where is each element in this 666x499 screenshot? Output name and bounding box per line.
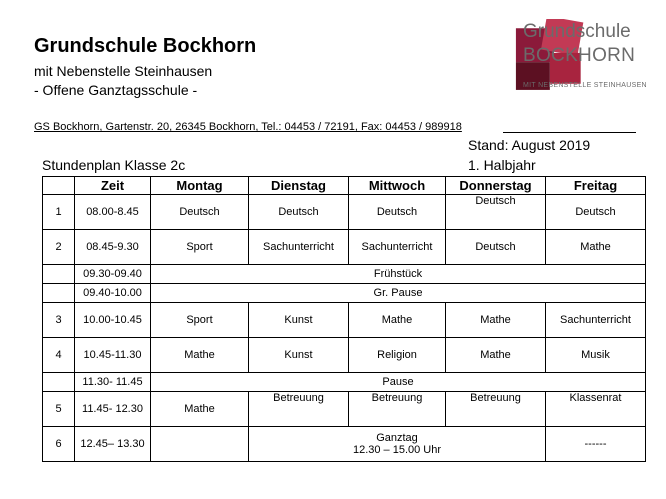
lesson-time: 10.45-11.30 <box>75 338 151 373</box>
address-line: GS Bockhorn, Gartenstr. 20, 26345 Bockhorn, Tel.: 04453 / 72191, Fax: 04453 / 989918 <box>34 121 462 133</box>
header-donnerstag: Donnerstag <box>446 177 546 195</box>
class-title: Stundenplan Klasse 2c <box>42 157 186 173</box>
lesson-cell: ------ <box>546 427 646 462</box>
lesson-cell: Sport <box>151 303 249 338</box>
logo-subtitle: MIT NEBENSTELLE STEINHAUSEN <box>523 82 647 89</box>
table-row <box>43 338 646 373</box>
lesson-number: 3 <box>43 303 75 338</box>
branch-line: mit Nebenstelle Steinhausen <box>34 63 213 79</box>
lesson-cell: Betreuung <box>249 392 349 427</box>
lesson-number <box>43 284 75 303</box>
lesson-cell: Betreuung <box>446 392 546 427</box>
header-zeit: Zeit <box>75 177 151 195</box>
header-num <box>43 177 75 195</box>
timetable <box>42 176 646 462</box>
lesson-cell: Deutsch <box>446 195 546 230</box>
lesson-number: 4 <box>43 338 75 373</box>
header-dienstag: Dienstag <box>249 177 349 195</box>
lesson-cell: Deutsch <box>349 195 446 230</box>
lesson-cell: Mathe <box>446 338 546 373</box>
semester-label: 1. Halbjahr <box>468 157 536 173</box>
lesson-cell: Mathe <box>349 303 446 338</box>
lesson-cell <box>151 427 249 462</box>
stand-date: Stand: August 2019 <box>468 137 591 153</box>
table-row <box>43 230 646 265</box>
lesson-time: 11.45- 12.30 <box>75 392 151 427</box>
lesson-cell: Deutsch <box>546 195 646 230</box>
table-row <box>43 427 646 462</box>
lesson-cell: Musik <box>546 338 646 373</box>
lesson-cell: Betreuung <box>349 392 446 427</box>
address-underline <box>503 132 636 133</box>
lesson-cell: Deutsch <box>446 230 546 265</box>
lesson-time: 11.30- 11.45 <box>75 373 151 392</box>
lesson-cell: Deutsch <box>151 195 249 230</box>
lesson-number <box>43 265 75 284</box>
lesson-cell: Deutsch <box>249 195 349 230</box>
lesson-cell: Sachunterricht <box>349 230 446 265</box>
break-cell: Frühstück <box>151 265 646 284</box>
table-row <box>43 303 646 338</box>
break-cell: Pause <box>151 373 646 392</box>
table-row <box>43 195 646 230</box>
lesson-number: 1 <box>43 195 75 230</box>
ganztag-label: Ganztag <box>376 432 418 444</box>
lesson-cell: Kunst <box>249 303 349 338</box>
table-row <box>43 392 646 427</box>
lesson-cell: Sachunterricht <box>546 303 646 338</box>
lesson-time: 10.00-10.45 <box>75 303 151 338</box>
table-row <box>43 373 646 392</box>
lesson-cell: Sport <box>151 230 249 265</box>
break-cell: Gr. Pause <box>151 284 646 303</box>
ganztag-cell <box>249 427 546 462</box>
header-montag: Montag <box>151 177 249 195</box>
logo-text-line2: BOCKHORN <box>523 45 636 66</box>
lesson-cell: Mathe <box>546 230 646 265</box>
lesson-time: 09.40-10.00 <box>75 284 151 303</box>
lesson-number <box>43 373 75 392</box>
header-mittwoch: Mittwoch <box>349 177 446 195</box>
table-row <box>43 284 646 303</box>
ganztag-time: 12.30 – 15.00 Uhr <box>352 444 442 456</box>
lesson-number: 6 <box>43 427 75 462</box>
lesson-cell: Mathe <box>151 338 249 373</box>
logo-text-line1: Grundschule <box>523 21 631 42</box>
header-freitag: Freitag <box>546 177 646 195</box>
lesson-cell: Mathe <box>446 303 546 338</box>
table-row <box>43 265 646 284</box>
lesson-cell: Sachunterricht <box>249 230 349 265</box>
lesson-time: 08.00-8.45 <box>75 195 151 230</box>
lesson-cell: Mathe <box>151 392 249 427</box>
lesson-cell: Religion <box>349 338 446 373</box>
lesson-cell: Kunst <box>249 338 349 373</box>
lesson-time: 12.45– 13.30 <box>75 427 151 462</box>
school-type-line: - Offene Ganztagsschule - <box>34 82 198 98</box>
school-name: Grundschule Bockhorn <box>34 35 257 57</box>
lesson-time: 09.30-09.40 <box>75 265 151 284</box>
lesson-number: 2 <box>43 230 75 265</box>
lesson-cell: Klassenrat <box>546 392 646 427</box>
lesson-number: 5 <box>43 392 75 427</box>
table-header-row <box>43 177 646 195</box>
lesson-time: 08.45-9.30 <box>75 230 151 265</box>
